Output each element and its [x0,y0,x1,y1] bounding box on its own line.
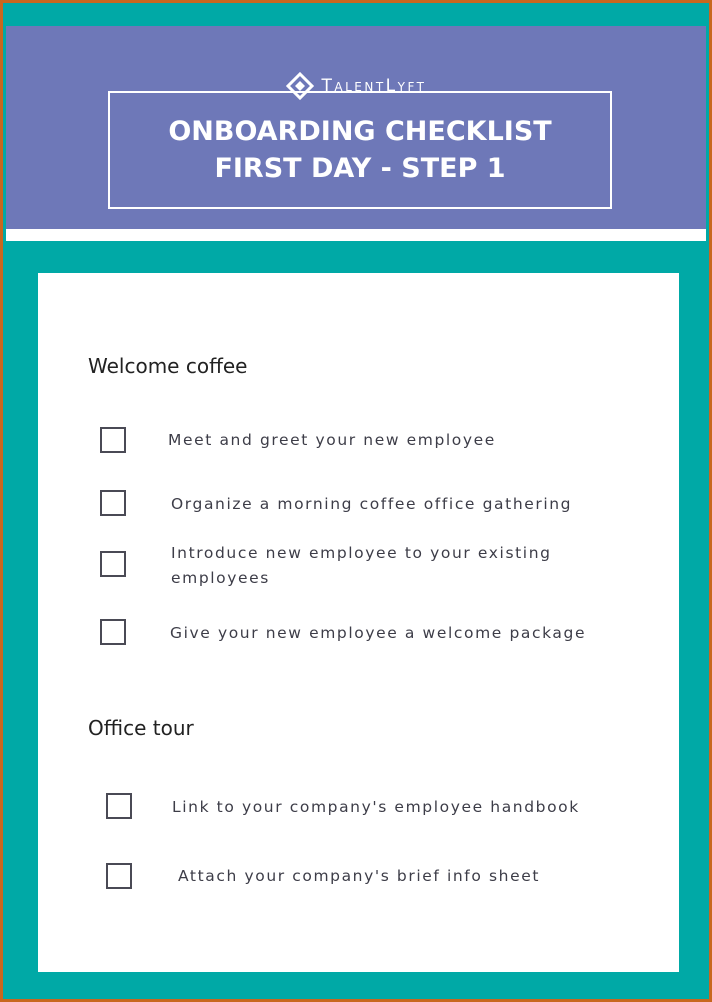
page-title-line1: ONBOARDING CHECKLIST [168,116,552,147]
brand-name: TalentLyft [321,76,427,96]
item-label-coffee-gathering: Organize a morning coffee office gathering [171,495,573,513]
item-label-employee-handbook: Link to your company's employee handbook [172,798,580,816]
item-label-info-sheet: Attach your company's brief info sheet [178,867,541,885]
item-label-introduce-employee-line1: Introduce new employee to your existing [171,544,552,562]
checkbox-coffee-gathering[interactable] [100,490,126,516]
header-banner [6,26,706,229]
checkbox-meet-and-greet[interactable] [100,427,126,453]
header-divider [6,229,706,241]
item-label-welcome-package: Give your new employee a welcome package [170,624,587,642]
item-label-meet-and-greet: Meet and greet your new employee [168,431,496,449]
item-label-introduce-employee-line2: employees [171,569,270,587]
checkbox-employee-handbook[interactable] [106,793,132,819]
title-box [108,91,612,209]
checklist-card [38,273,679,972]
page-title-line2: FIRST DAY - STEP 1 [214,153,506,184]
checkbox-welcome-package[interactable] [100,619,126,645]
checkbox-info-sheet[interactable] [106,863,132,889]
checkbox-introduce-employee[interactable] [100,551,126,577]
item-label-introduce-employee [171,541,552,591]
section-heading-welcome-coffee: Welcome coffee [88,354,248,378]
section-heading-office-tour: Office tour [88,716,194,740]
